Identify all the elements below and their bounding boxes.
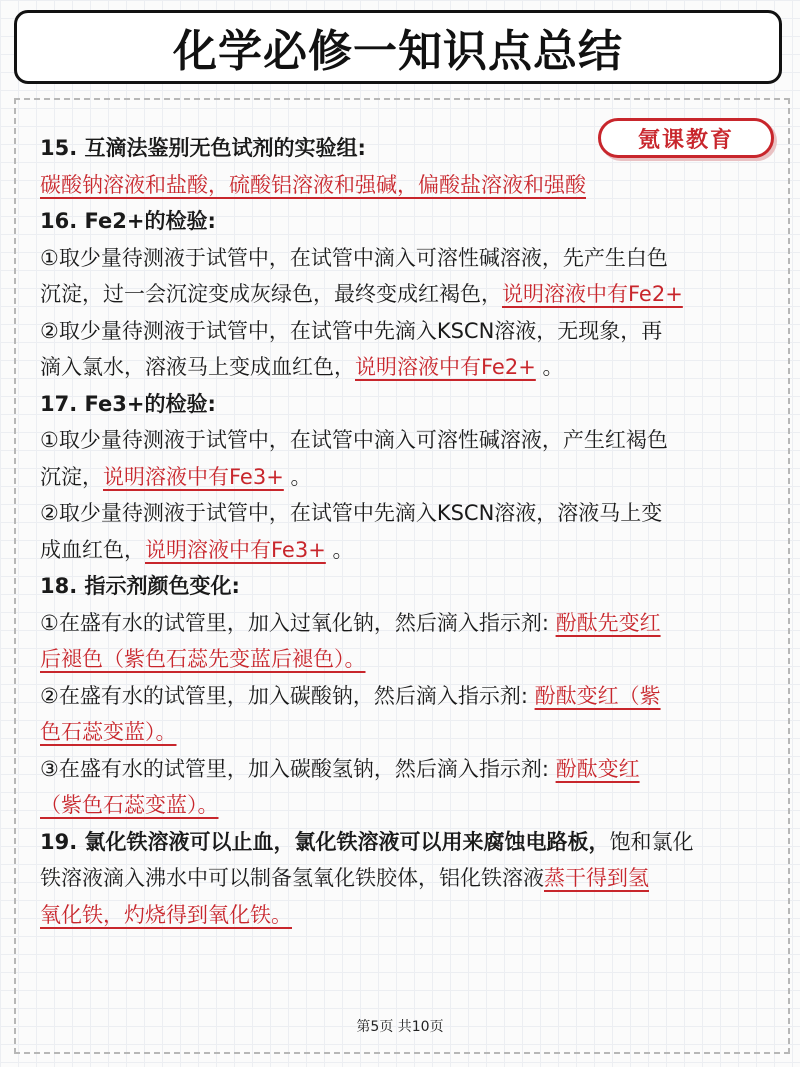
- section-18-item-1-line-1: ①在盛有水的试管里，加入过氧化钠，然后滴入指示剂: 酚酞先变红: [40, 610, 661, 635]
- section-16-item-2-line-1: ②取少量待测液于试管中，在试管中先滴入KSCN溶液，无现象，再: [40, 318, 663, 343]
- section-17-item-2-line-2: 成血红色，说明溶液中有Fe3+ 。: [40, 537, 354, 562]
- section-18-item-2-line-1: ②在盛有水的试管里，加入碳酸钠，然后滴入指示剂: 酚酞变红（紫: [40, 683, 661, 708]
- section-19-answer-b: 氧化铁，灼烧得到氧化铁。: [40, 902, 292, 927]
- section-17-heading: 17. Fe3+的检验:: [40, 391, 216, 416]
- section-19-line-2: 铁溶液滴入沸水中可以制备氢氧化铁胶体，铝化铁溶液蒸干得到氢: [40, 866, 649, 890]
- section-18-item-3-answer-b: （紫色石蕊变蓝）。: [40, 793, 219, 817]
- section-16-item-1-line-1: ①取少量待测液于试管中，在试管中滴入可溶性碱溶液，先产生白色: [40, 245, 668, 270]
- section-19-line-1: 19. 氯化铁溶液可以止血，氯化铁溶液可以用来腐蚀电路板，饱和氯化: [40, 829, 694, 854]
- section-15-answer: 碳酸钠溶液和盐酸，硫酸铝溶液和强碱，偏酸盐溶液和强酸: [40, 172, 586, 197]
- section-18-item-1-answer-b: 后褪色（紫色石蕊先变蓝后褪色）。: [40, 647, 366, 671]
- section-18-item-3-answer-a: 酚酞变红: [555, 756, 640, 781]
- section-18-item-1-answer-a: 酚酞先变红: [555, 610, 661, 635]
- section-17-item-1-line-2: 沉淀，说明溶液中有Fe3+ 。: [40, 464, 312, 489]
- section-18-item-3-line-1: ③在盛有水的试管里，加入碳酸氢钠，然后滴入指示剂: 酚酞变红: [40, 756, 640, 781]
- section-16-item-2-line-2: 滴入氯水，溶液马上变成血红色，说明溶液中有Fe2+ 。: [40, 355, 564, 379]
- brand-label: 氪课教育: [637, 127, 734, 153]
- section-16-item-2-answer: 说明溶液中有Fe2+: [355, 355, 536, 379]
- section-18-heading: 18. 指示剂颜色变化:: [40, 574, 240, 598]
- section-17-item-1-line-1: ①取少量待测液于试管中，在试管中滴入可溶性碱溶液，产生红褐色: [40, 428, 668, 452]
- page-title: 化学必修一知识点总结: [173, 26, 623, 77]
- section-16-item-1-line-2: 沉淀，过一会沉淀变成灰绿色，最终变成红褐色，说明溶液中有Fe2+: [40, 282, 683, 306]
- section-19-heading: 19. 氯化铁溶液可以止血，氯化铁溶液可以用来腐蚀电路板，: [40, 829, 610, 854]
- section-17-item-2-line-1: ②取少量待测液于试管中，在试管中先滴入KSCN溶液，溶液马上变: [40, 501, 663, 525]
- section-18-item-2-answer-b: 色石蕊变蓝）。: [40, 720, 177, 744]
- section-19-answer-a: 蒸干得到氢: [544, 866, 649, 890]
- section-17-item-2-answer: 说明溶液中有Fe3+: [145, 537, 326, 562]
- page-number: 第5页 共10页: [356, 1019, 444, 1035]
- title-banner: [14, 10, 782, 84]
- section-16-heading: 16. Fe2+的检验:: [40, 209, 216, 233]
- notes-content: [40, 130, 765, 933]
- section-18-item-2-answer-a: 酚酞变红（紫: [534, 683, 661, 708]
- section-16-item-1-answer: 说明溶液中有Fe2+: [502, 282, 683, 306]
- section-15-heading: 15. 互滴法鉴别无色试剂的实验组:: [40, 136, 366, 160]
- section-17-item-1-answer: 说明溶液中有Fe3+: [103, 464, 284, 489]
